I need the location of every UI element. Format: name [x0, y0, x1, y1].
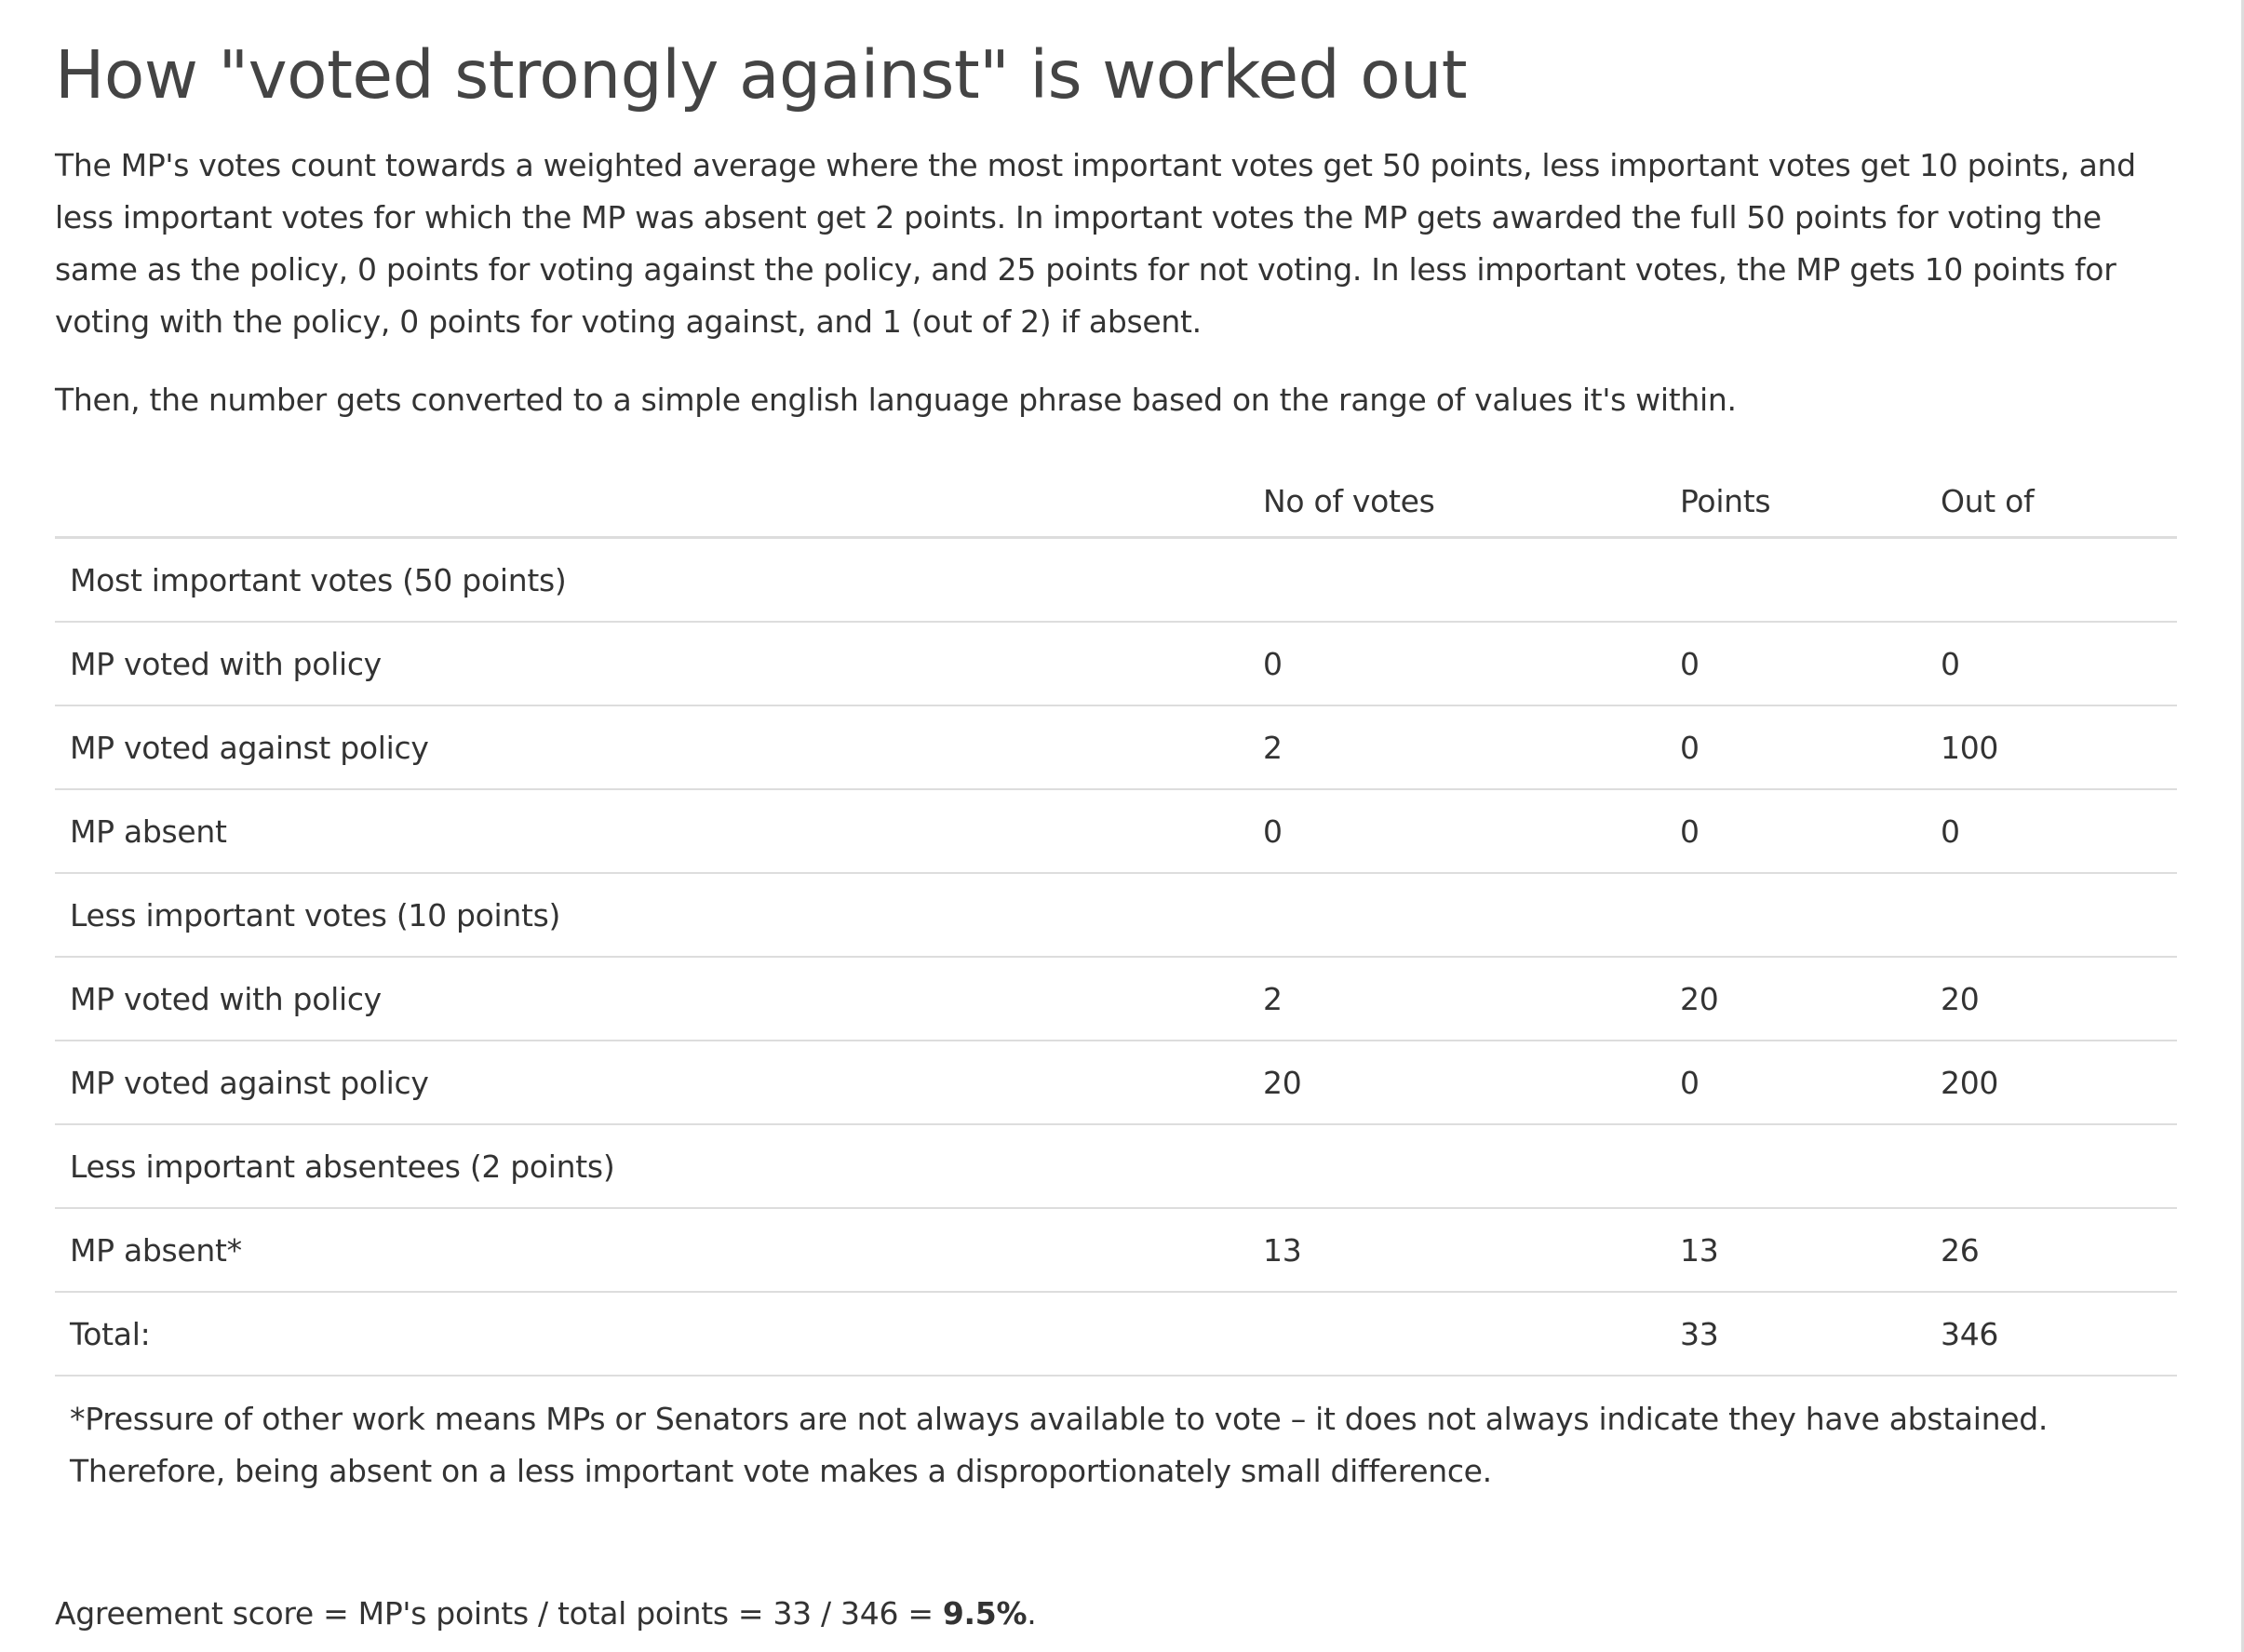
footnote-row [55, 1376, 2177, 1498]
page-title: How "voted strongly against" is worked out [55, 36, 1468, 114]
row-points [1665, 873, 1926, 957]
agreement-score-value: 9.5% [942, 1595, 1028, 1632]
row-votes: 20 [1248, 1041, 1665, 1124]
row-label: Less important votes (10 points) [55, 873, 1248, 957]
row-votes: 0 [1248, 622, 1665, 705]
row-votes: 2 [1248, 705, 1665, 789]
table-row [55, 1208, 2177, 1292]
absence-footnote: *Pressure of other work means MPs or Senators are not always available to vote – it does not always indicate they have abstained. Therefore, being absent on a less important vote makes a disproportionately small difference. [70, 1401, 2049, 1489]
table-row [55, 873, 2177, 957]
table-row [55, 538, 2177, 623]
row-label: MP voted against policy [55, 705, 1248, 789]
row-label: MP voted against policy [55, 1041, 1248, 1124]
row-points: 13 [1665, 1208, 1926, 1292]
row-label: MP absent [55, 789, 1248, 873]
table-header-row [55, 465, 2177, 538]
row-points: 33 [1665, 1292, 1926, 1376]
row-votes [1248, 538, 1665, 623]
agreement-score-suffix: . [1027, 1595, 1037, 1632]
row-out-of [1926, 873, 2177, 957]
header-out-of: Out of [1926, 465, 2177, 538]
row-votes [1248, 1124, 1665, 1208]
table-row [55, 1124, 2177, 1208]
row-out-of: 20 [1926, 957, 2177, 1041]
table-row [55, 957, 2177, 1041]
table-row [55, 705, 2177, 789]
table-row [55, 1041, 2177, 1124]
row-points: 0 [1665, 1041, 1926, 1124]
row-label: Less important absentees (2 points) [55, 1124, 1248, 1208]
row-votes [1248, 1292, 1665, 1376]
row-out-of: 100 [1926, 705, 2177, 789]
row-out-of: 0 [1926, 789, 2177, 873]
row-out-of [1926, 538, 2177, 623]
row-points: 20 [1665, 957, 1926, 1041]
table-row-total [55, 1292, 2177, 1376]
row-votes: 0 [1248, 789, 1665, 873]
table-row [55, 789, 2177, 873]
row-label: MP voted with policy [55, 957, 1248, 1041]
row-label: Most important votes (50 points) [55, 538, 1248, 623]
row-label: Total: [55, 1292, 1248, 1376]
row-points: 0 [1665, 705, 1926, 789]
row-points: 0 [1665, 789, 1926, 873]
row-out-of: 0 [1926, 622, 2177, 705]
intro-paragraph: The MP's votes count towards a weighted average where the most important votes get 50 points, less important votes get 10 points, and less important votes for which the MP was absent get 2 points. In important votes the MP gets awarded the full 50 points for voting the same as the policy, 0 points for voting against the policy, and 25 points for not voting. In less important votes, the MP gets 10 points for voting with the policy, 0 points for voting against, and 1 (out of 2) if absent. [55, 147, 2136, 340]
agreement-score-text: Agreement score = MP's points / total points = 33 / 346 = [55, 1595, 943, 1632]
row-out-of: 346 [1926, 1292, 2177, 1376]
header-points: Points [1665, 465, 1926, 538]
row-out-of: 200 [1926, 1041, 2177, 1124]
row-votes [1248, 873, 1665, 957]
row-points: 0 [1665, 622, 1926, 705]
row-label: MP voted with policy [55, 622, 1248, 705]
row-label: MP absent* [55, 1208, 1248, 1292]
agreement-score [55, 1588, 1036, 1640]
row-points [1665, 538, 1926, 623]
header-no-of-votes: No of votes [1248, 465, 1665, 538]
row-votes: 2 [1248, 957, 1665, 1041]
calculation-table [55, 465, 2177, 1498]
row-points [1665, 1124, 1926, 1208]
row-out-of [1926, 1124, 2177, 1208]
row-votes: 13 [1248, 1208, 1665, 1292]
conversion-paragraph: Then, the number gets converted to a simple english language phrase based on the range of values it's within. [55, 382, 1737, 418]
row-out-of: 26 [1926, 1208, 2177, 1292]
table-row [55, 622, 2177, 705]
header-label [55, 465, 1248, 538]
